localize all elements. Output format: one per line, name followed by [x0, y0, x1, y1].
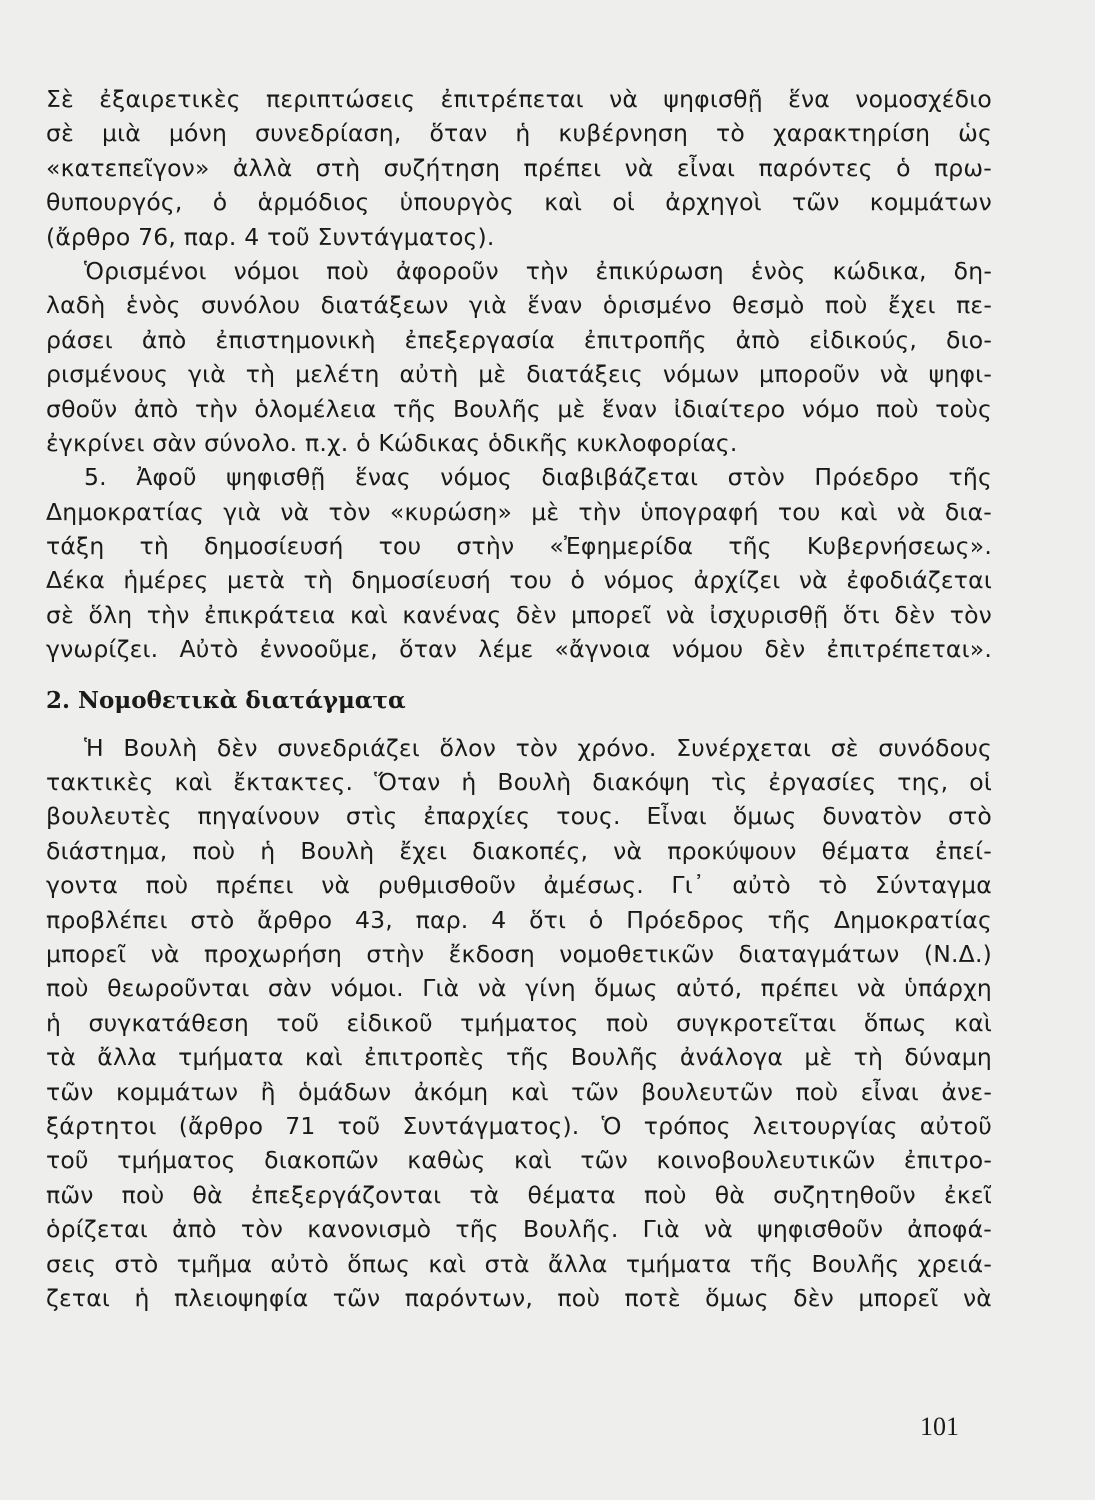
text-line: ρισμένους γιὰ τὴ μελέτη αὐτὴ μὲ διατάξεις νόμων μποροῦν νὰ ψηφι-	[46, 360, 992, 389]
text-line: «κατεπεῖγον» ἀλλὰ στὴ συζήτηση πρέπει νὰ εἶναι παρόντες ὁ πρω-	[46, 153, 992, 182]
text-line: ζεται ἡ πλειοψηφία τῶν παρόντων, ποὺ ποτὲ ὅμως δὲν μπορεῖ νὰ	[46, 1283, 992, 1312]
text-line: Δημοκρατίας γιὰ νὰ τὸν «κυρώση» μὲ τὴν ὑπογραφή του καὶ νὰ δια-	[46, 497, 992, 526]
paragraph-urgent-bills	[46, 82, 992, 254]
text-line: ὁρίζεται ἀπὸ τὸν κανονισμὸ τῆς Βουλῆς. Γιὰ νὰ ψηφισθοῦν ἀποφά-	[46, 1215, 992, 1244]
text-line: σὲ ὅλη τὴν ἐπικράτεια καὶ κανένας δὲν μπορεῖ νὰ ἰσχυρισθῇ ὅτι δὲν τὸν	[46, 600, 992, 629]
text-line: μπορεῖ νὰ προχωρήση στὴν ἔκδοση νομοθετικῶν διαταγμάτων (Ν.Δ.)	[46, 939, 992, 968]
text-line: ἐγκρίνει σὰν σύνολο. π.χ. ὁ Κώδικας ὁδικῆς κυκλοφορίας.	[46, 428, 738, 457]
paragraph-legislative-decrees	[46, 731, 992, 1316]
paragraph-promulgation	[46, 460, 992, 666]
page-number: 101	[920, 1412, 959, 1441]
text-line: τακτικὲς καὶ ἔκτακτες. Ὅταν ἡ Βουλὴ διακόψη τὶς ἐργασίες της, οἱ	[46, 768, 992, 797]
text-line: τὰ ἄλλα τμήματα καὶ ἐπιτροπὲς τῆς Βουλῆς ἀνάλογα μὲ τὴ δύναμη	[46, 1043, 992, 1072]
text-line: θυπουργός, ὁ ἁρμόδιος ὑπουργὸς καὶ οἱ ἀρχηγοὶ τῶν κομμάτων	[46, 188, 992, 217]
text-line: ξάρτητοι (ἄρθρο 71 τοῦ Συντάγματος). Ὁ τρόπος λειτουργίας αὐτοῦ	[46, 1111, 992, 1140]
text-line: Ὁρισμένοι νόμοι ποὺ ἀφοροῦν τὴν ἐπικύρωση ἑνὸς κώδικα, δη-	[84, 256, 992, 285]
text-line: σὲ μιὰ μόνη συνεδρίαση, ὅταν ἡ κυβέρνηση τὸ χαρακτηρίση ὡς	[46, 119, 992, 148]
text-line: βουλευτὲς πηγαίνουν στὶς ἐπαρχίες τους. Εἶναι ὅμως δυνατὸν στὸ	[46, 802, 992, 831]
text-line: λαδὴ ἑνὸς συνόλου διατάξεων γιὰ ἕναν ὁρισμένο θεσμὸ ποὺ ἔχει πε-	[46, 291, 992, 320]
text-line: τῶν κομμάτων ἢ ὁμάδων ἀκόμη καὶ τῶν βουλευτῶν ποὺ εἶναι ἀνε-	[46, 1077, 992, 1106]
text-line: σθοῦν ἀπὸ τὴν ὁλομέλεια τῆς Βουλῆς μὲ ἕναν ἰδιαίτερο νόμο ποὺ τοὺς	[46, 394, 992, 423]
text-line: ἡ συγκατάθεση τοῦ εἰδικοῦ τμήματος ποὺ συγκροτεῖται ὅπως καὶ	[46, 1008, 992, 1037]
text-line: σεις στὸ τμῆμα αὐτὸ ὅπως καὶ στὰ ἄλλα τμήματα τῆς Βουλῆς χρειά-	[46, 1249, 992, 1278]
text-line: Ἡ Βουλὴ δὲν συνεδριάζει ὅλον τὸν χρόνο. Συνέρχεται σὲ συνόδους	[84, 733, 992, 762]
text-line: 5. Ἀφοῦ ψηφισθῇ ἕνας νόμος διαβιβάζεται στὸν Πρόεδρο τῆς	[84, 463, 992, 492]
text-line: Σὲ ἐξαιρετικὲς περιπτώσεις ἐπιτρέπεται νὰ ψηφισθῇ ἕνα νομοσχέδιο	[46, 85, 992, 113]
body-text	[46, 82, 992, 1315]
text-line: Δέκα ἡμέρες μετὰ τὴ δημοσίευσή του ὁ νόμος ἀρχίζει νὰ ἐφοδιάζεται	[46, 566, 992, 595]
text-line: ράσει ἀπὸ ἐπιστημονικὴ ἐπεξεργασία ἐπιτροπῆς ἀπὸ εἰδικούς, διο-	[46, 325, 992, 354]
text-line: τάξη τὴ δημοσίευσή του στὴν «Ἐφημερίδα τῆς Κυβερνήσεως».	[46, 532, 992, 561]
text-line: γοντα ποὺ πρέπει νὰ ρυθμισθοῦν ἀμέσως. Γι᾿ αὐτὸ τὸ Σύνταγμα	[46, 871, 992, 900]
text-line: τοῦ τμήματος διακοπῶν καθὼς καὶ τῶν κοινοβουλευτικῶν ἐπιτρο-	[46, 1146, 992, 1175]
section-heading: 2. Νομοθετικὰ διατάγματα	[46, 686, 406, 714]
text-line: ποὺ θεωροῦνται σὰν νόμοι. Γιὰ νὰ γίνη ὅμως αὐτό, πρέπει νὰ ὑπάρχη	[46, 974, 992, 1003]
paragraph-codes	[46, 254, 992, 460]
text-line: πῶν ποὺ θὰ ἐπεξεργάζονται τὰ θέματα ποὺ θὰ συζητηθοῦν ἐκεῖ	[46, 1180, 992, 1209]
text-line: προβλέπει στὸ ἄρθρο 43, παρ. 4 ὅτι ὁ Πρόεδρος τῆς Δημοκρατίας	[46, 905, 992, 934]
text-line: διάστημα, ποὺ ἡ Βουλὴ ἔχει διακοπές, νὰ προκύψουν θέματα ἐπεί-	[46, 836, 992, 865]
text-line: γνωρίζει. Αὐτὸ ἐννοοῦμε, ὅταν λέμε «ἄγνοια νόμου δὲν ἐπιτρέπεται».	[46, 635, 992, 664]
text-line: (ἄρθρο 76, παρ. 4 τοῦ Συντάγματος).	[46, 222, 495, 251]
